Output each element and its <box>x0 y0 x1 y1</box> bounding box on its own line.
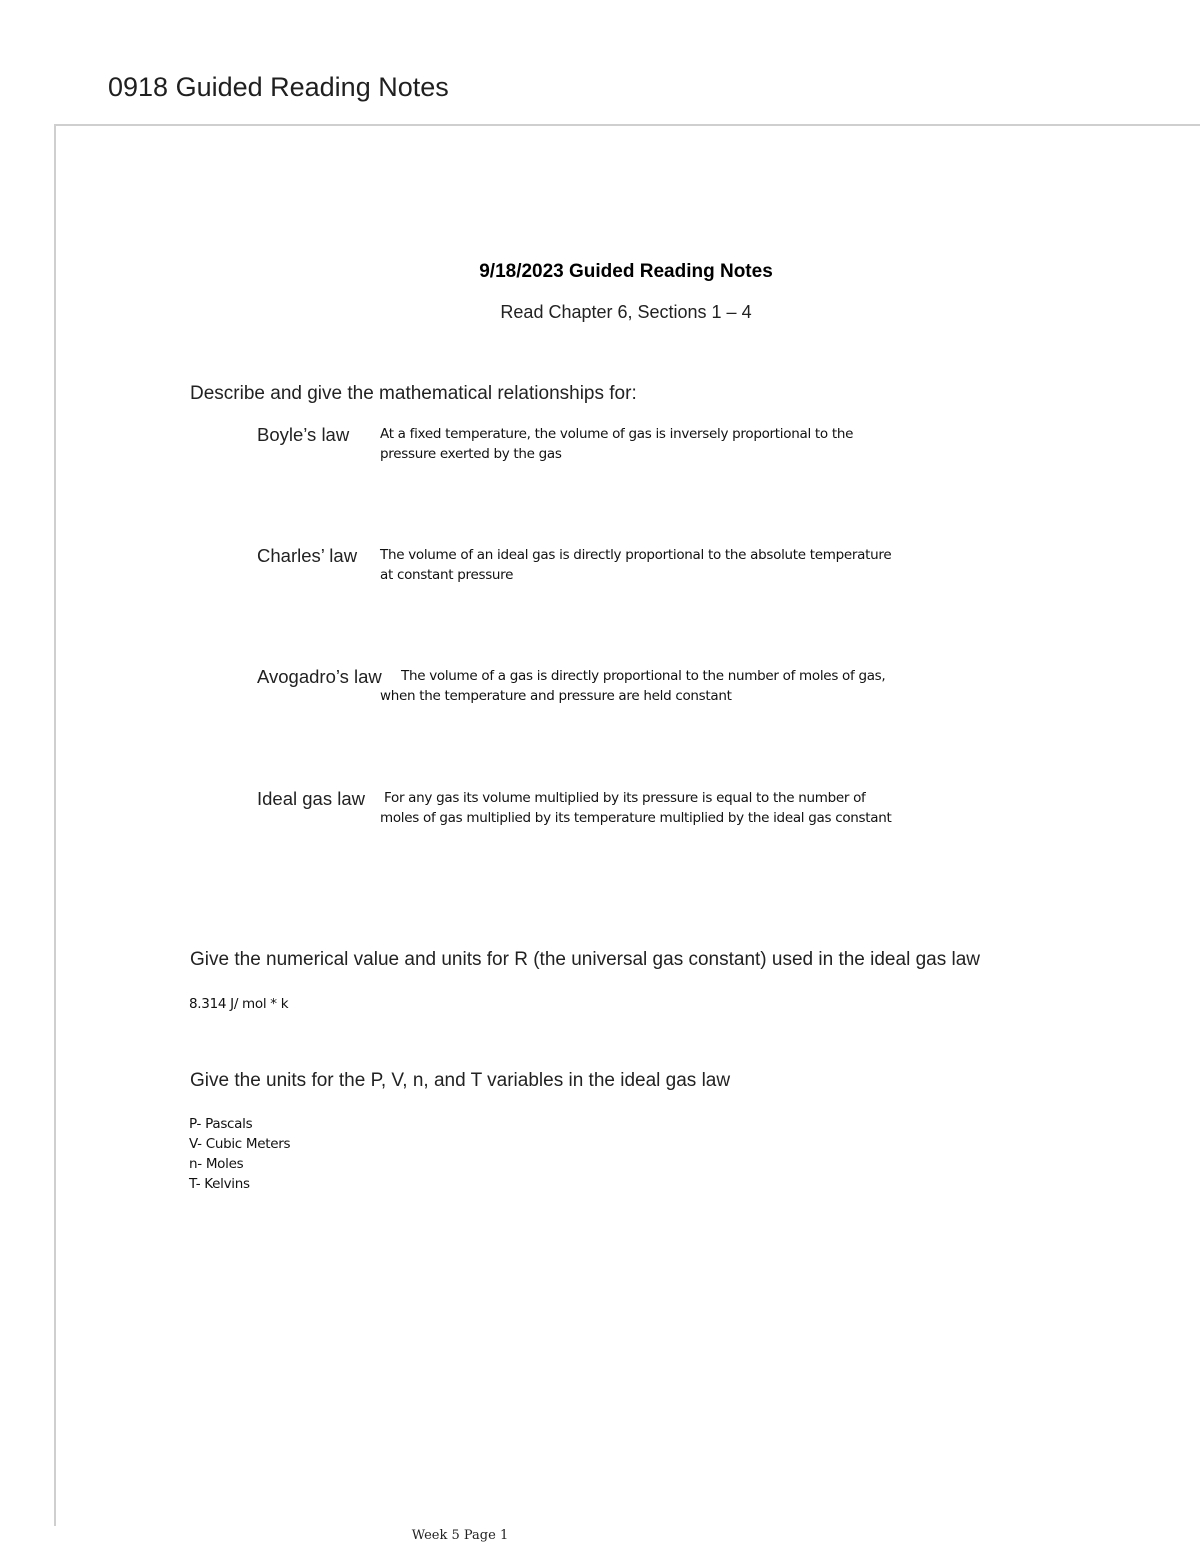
answer-r-value: 8.314 J/ mol * k <box>189 996 289 1012</box>
law-answer-boyle <box>380 424 940 464</box>
units-answer-volume: V- Cubic Meters <box>189 1136 291 1152</box>
law-name-avogadro: Avogadro’s law <box>257 666 382 687</box>
prompt-relationships: Describe and give the mathematical relationships for: <box>190 383 637 404</box>
units-answer-moles: n- Moles <box>189 1156 244 1172</box>
law-answer-avogadro <box>380 666 940 706</box>
law-name-ideal-gas: Ideal gas law <box>257 788 365 809</box>
law-answer-ideal-gas <box>380 788 940 828</box>
law-answer-line: For any gas its volume multiplied by its pressure is equal to the number of <box>384 790 866 806</box>
prompt-units: Give the units for the P, V, n, and T variables in the ideal gas law <box>190 1070 731 1091</box>
document-title: 9/18/2023 Guided Reading Notes <box>479 261 773 282</box>
units-answer-list <box>189 1114 290 1194</box>
law-answer-line: The volume of a gas is directly proportional to the number of moles of gas, <box>401 668 886 684</box>
units-answer-pressure: P- Pascals <box>189 1116 253 1132</box>
law-answer-line: At a fixed temperature, the volume of gas is inversely proportional to the <box>380 426 854 442</box>
page-footer: Week 5 Page 1 <box>411 1528 509 1543</box>
units-answer-temperature: T- Kelvins <box>189 1176 250 1192</box>
document-subtitle: Read Chapter 6, Sections 1 – 4 <box>500 302 752 322</box>
law-answer-charles <box>380 545 940 585</box>
prompt-r-value: Give the numerical value and units for R (the universal gas constant) used in the ideal gas law <box>190 949 980 970</box>
law-name-charles: Charles’ law <box>257 545 358 566</box>
law-answer-line: moles of gas multiplied by its temperature multiplied by the ideal gas constant <box>380 810 892 826</box>
law-answer-line: when the temperature and pressure are held constant <box>380 688 732 704</box>
law-answer-line: pressure exerted by the gas <box>380 446 562 462</box>
law-answer-line: at constant pressure <box>380 567 514 583</box>
notebook-page-title: 0918 Guided Reading Notes <box>108 72 449 102</box>
law-answer-line: The volume of an ideal gas is directly proportional to the absolute temperature <box>380 547 892 563</box>
law-name-boyle: Boyle’s law <box>257 424 350 445</box>
